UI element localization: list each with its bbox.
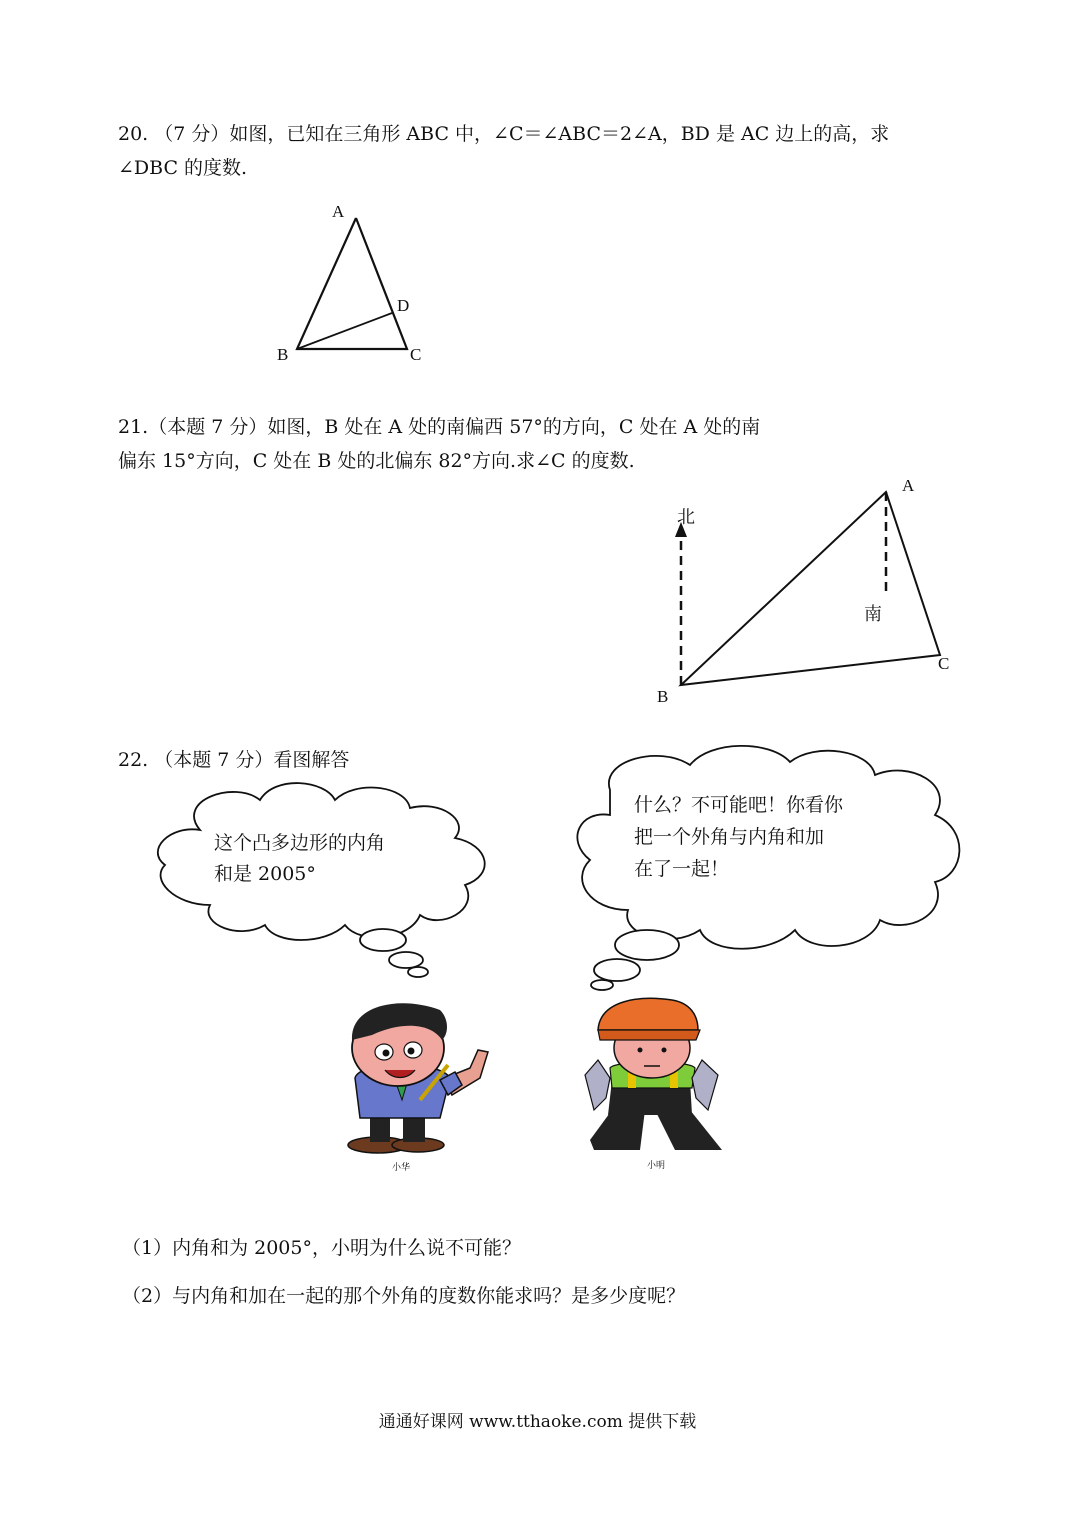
q20-text-line2: ∠DBC 的度数. — [118, 157, 248, 179]
caption-xiaohua: 小华 — [392, 1163, 411, 1173]
label-d: D — [397, 296, 410, 315]
label-c: C — [938, 654, 950, 673]
q21-text-line2: 偏东 15°方向，C 处在 B 处的北偏东 82°方向.求∠C 的度数. — [118, 450, 635, 472]
bubble-right-line1: 什么？不可能吧！你看你 — [634, 794, 844, 816]
character-xiaohua — [348, 1003, 488, 1153]
bubble-left-line2: 和是 2005° — [214, 863, 316, 885]
q20-text-line1: 20. （7 分）如图，已知在三角形 ABC 中，∠C＝∠ABC＝2∠A，BD 是 AC 边上的高，求 — [118, 123, 890, 145]
q22-sub-question-1: （1）内角和为 2005°，小明为什么说不可能？ — [122, 1237, 521, 1259]
q22-title: 22. （本题 7 分）看图解答 — [118, 749, 350, 771]
label-south: 南 — [864, 604, 882, 625]
character-xiaoming — [585, 998, 722, 1150]
q21-text-line1: 21.（本题 7 分）如图，B 处在 A 处的南偏西 57°的方向，C 处在 A 处的南 — [118, 416, 761, 438]
label-a: A — [902, 476, 915, 495]
label-a: A — [332, 202, 345, 221]
label-b: B — [277, 345, 289, 364]
label-c: C — [410, 345, 422, 364]
caption-xiaoming: 小明 — [647, 1161, 666, 1171]
bubble-right-line3: 在了一起！ — [634, 858, 730, 880]
thought-cloud-left — [158, 783, 485, 977]
label-north: 北 — [677, 507, 695, 528]
bubble-right-line2: 把一个外角与内角和加 — [634, 826, 825, 848]
bubble-left-line1: 这个凸多边形的内角 — [214, 832, 386, 854]
page-footer: 通通好课网 www.tthaoke.com 提供下载 — [378, 1412, 697, 1432]
label-b: B — [657, 687, 669, 706]
q22-sub-question-2: （2）与内角和加在一起的那个外角的度数你能求吗？是多少度呢？ — [122, 1285, 686, 1307]
